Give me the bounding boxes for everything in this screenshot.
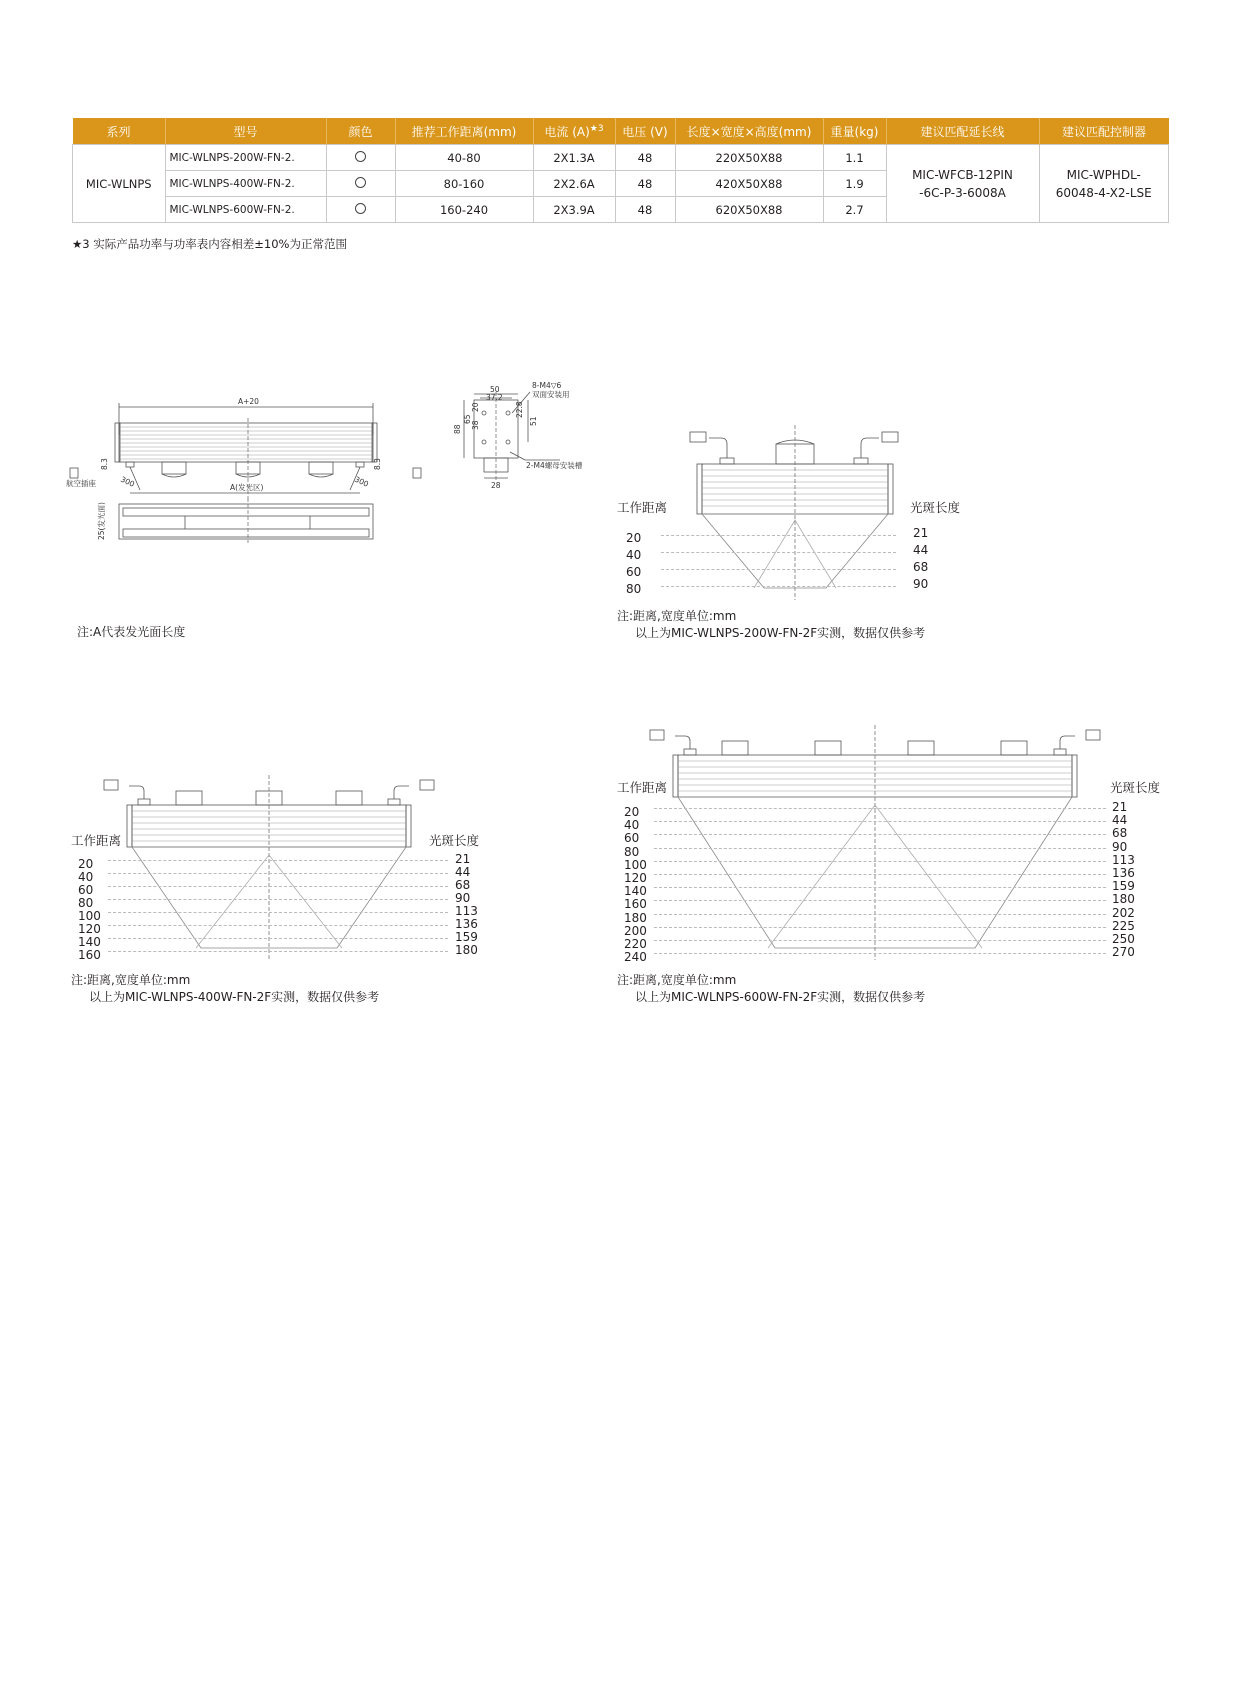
header-dimensions: 长度×宽度×高度(mm) [675,118,823,145]
beam-note-400w: 注:距离,宽度单位:mm 以上为MIC-WLNPS-400W-FN-2F实测，数据仅供参考 [71,973,380,1004]
model-cell: MIC-WLNPS-400W-FN-2. [165,171,326,197]
distance-cell: 160-240 [395,197,533,223]
model-cell: MIC-WLNPS-600W-FN-2. [165,197,326,223]
dimensions-cell: 420X50X88 [675,171,823,197]
overall-length-label: A+20 [238,397,259,406]
dimensions-cell: 620X50X88 [675,197,823,223]
header-weight: 重量(kg) [823,118,886,145]
working-distance-heading: 工作距离 [617,780,668,795]
distance-cell: 40-80 [395,145,533,171]
spot-length-heading: 光斑长度 [910,500,961,515]
header-voltage: 电压 (V) [615,118,675,145]
dimension-note: 注:A代表发光面长度 [77,625,186,639]
model-cell: MIC-WLNPS-200W-FN-2. [165,145,326,171]
beam-note-600w: 注:距离,宽度单位:mm 以上为MIC-WLNPS-600W-FN-2F实测，数据仅供参考 [617,973,926,1004]
footnote-mark: ★3 [589,123,604,134]
cable-length-left: 300 [119,474,136,489]
weight-cell: 2.7 [823,197,886,223]
beam-table-600w: 20 21 40 44 60 68 80 90 100 113 120 136 140 159 160 180 180 202 200 225 220 250 240 270 [624,800,1135,965]
beam-note-200w: 注:距离,宽度单位:mm 以上为MIC-WLNPS-200W-FN-2F实测，数据仅供参考 [617,609,926,640]
connector-label: 航空插座 [66,479,96,488]
white-color-icon [355,177,366,188]
power-tolerance-footnote: ★3 实际产品功率与功率表内容相差±10%为正常范围 [72,237,347,251]
spec-table [72,118,1169,223]
dim-38: 38 [471,420,480,430]
working-distance-heading: 工作距离 [617,500,668,515]
dimensions-cell: 220X50X88 [675,145,823,171]
spot-length-heading: 光斑长度 [429,833,480,848]
header-model: 型号 [165,118,326,145]
dim-88: 88 [453,424,462,434]
emitting-length-label: A(发光区) [230,483,264,492]
dim-20: 20 [471,402,480,412]
header-series: 系列 [73,118,166,145]
header-distance: 推荐工作距离(mm) [395,118,533,145]
table-row [73,145,1169,171]
nut-slot-label: 2-M4螺母安装槽 [526,461,583,470]
header-cable: 建议匹配延长线 [886,118,1039,145]
dim-22-8: 22.8 [515,401,524,418]
header-current: 电流 $(A)^{★3}$ [533,118,615,145]
dim-65: 65 [463,414,472,424]
mount-hole-label-2: 双面安装用 [532,390,570,399]
current-cell: 2X1.3A [533,145,615,171]
spec-table-header [73,118,1169,145]
weight-cell: 1.9 [823,171,886,197]
series-cell: MIC-WLNPS [73,145,166,223]
spot-length-heading: 光斑长度 [1110,780,1161,795]
voltage-cell: 48 [615,171,675,197]
cable-length-right: 300 [353,474,370,489]
weight-cell: 1.1 [823,145,886,171]
beam-table-400w: 20 21 40 44 60 68 80 90 100 113 120 136 140 159 160 180 [78,852,478,962]
dim-50: 50 [490,385,500,394]
white-color-icon [355,151,366,162]
white-color-icon [355,203,366,214]
distance-cell: 80-160 [395,171,533,197]
color-cell [326,197,395,223]
offset-left: 8.3 [100,458,109,470]
dim-51: 51 [529,416,538,426]
cable-cell: MIC-WFCB-12PIN -6C-P-3-6008A [886,145,1039,223]
color-cell [326,145,395,171]
working-distance-heading: 工作距离 [71,833,122,848]
dim-37-2: 37.2 [486,393,503,402]
current-cell: 2X2.6A [533,171,615,197]
emitting-width-label: 25(发光面) [97,502,106,540]
dimension-drawing [60,381,583,630]
dim-28: 28 [491,481,501,490]
offset-right: 8.3 [373,458,382,470]
beam-table-200w: 20 21 40 44 60 68 80 90 [626,526,929,596]
header-color: 颜色 [326,118,395,145]
voltage-cell: 48 [615,197,675,223]
color-cell [326,171,395,197]
mount-hole-label: 8-M4▽6 [532,381,562,390]
controller-cell: MIC-WPHDL- 60048-4-X2-LSE [1039,145,1169,223]
header-controller: 建议匹配控制器 [1039,118,1169,145]
voltage-cell: 48 [615,145,675,171]
current-cell: 2X3.9A [533,197,615,223]
